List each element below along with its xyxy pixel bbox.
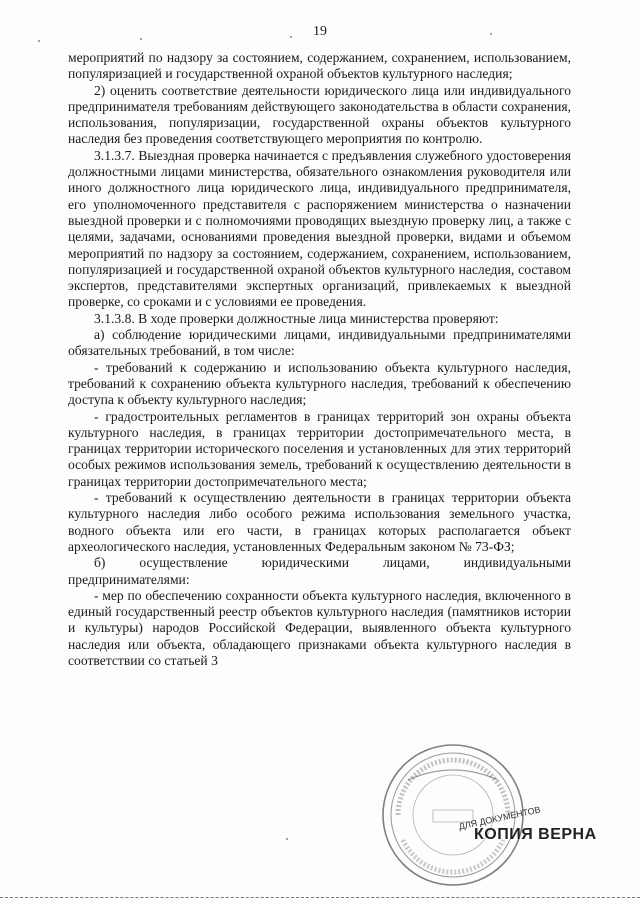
paragraph-bullet-4: - мер по обеспечению сохранности объекта культурного наследия, включенного в единый государственный реестр объектов культурного наследия (памятников истории и культуры) народов Российской Федерации, выявленного объекта культурного наследия или объекта, обладающего признаками объекта культурного наследия в соответствии со статьей 3 bbox=[68, 587, 571, 668]
scan-speck bbox=[490, 33, 492, 35]
paragraph-3-1-3-8: 3.1.3.8. В ходе проверки должностные лица министерства проверяют: bbox=[94, 310, 499, 326]
paragraph-bullet-3: - требований к осуществлению деятельности в границах территории объекта культурного наследия либо особого режима использования земельного участка, водного объекта или его части, в границах которых располагается объект археологического наследия, установленных Федеральным законом № 73-ФЗ; bbox=[68, 490, 571, 554]
stamp-for-documents: ДЛЯ ДОКУМЕНТОВ bbox=[457, 804, 542, 832]
page-bottom-edge bbox=[0, 897, 640, 898]
scan-speck bbox=[286, 838, 288, 840]
scan-speck bbox=[140, 38, 142, 40]
paragraph-3-1-3-7: 3.1.3.7. Выездная проверка начинается с предъявления служебного удостоверения должностными лицами министерства, обязательного ознакомления руководителя или иного должностного лица юридического лица, индивидуального предпринимателя, его уполномоченного представителя с распоряжением министерства о назначении выездной проверки и с полномочиями проводящих выездную проверку лиц, а также с целями, задачами, основаниями проведения выездной проверки, видами и объемом мероприятий по надзору за состоянием, содержанием, сохранением, использованием, популяризацией и государственной охраной объектов культурного наследия, составом экспертов, представителями экспертных организаций, привлекаемых к выездной проверке, со сроками и с условиями ее проведения. bbox=[68, 147, 571, 310]
page-number: 19 bbox=[313, 24, 327, 39]
paragraph-item-b: б) осуществление юридическими лицами, индивидуальными предпринимателями: bbox=[68, 555, 571, 587]
paragraph-bullet-2: - градостроительных регламентов в границах территорий зон охраны объекта культурного наследия, в границах территории достопримечательного места, в границах территории исторического поселения и установленных для этих территорий особых режимов использования земель, требований к осуществлению деятельности в границах территории достопримечательного места; bbox=[68, 408, 571, 489]
document-body bbox=[68, 50, 571, 669]
paragraph-item-2: 2) оценить соответствие деятельности юридического лица или индивидуального предпринимателя требованиям действующего законодательства в области сохранения, использования, популяризации, государственной охраны объектов культурного наследия без проведения соответствующего мероприятия по контролю. bbox=[68, 82, 571, 147]
paragraph-item-a: а) соблюдение юридическими лицами, индивидуальными предпринимателями обязательных требований, в том числе: bbox=[68, 327, 571, 359]
scan-speck bbox=[38, 40, 40, 42]
paragraph-continuation: мероприятий по надзору за состоянием, содержанием, сохранением, использованием, популяризацией и государственной охраной объектов культурного наследия; bbox=[68, 50, 571, 82]
scan-speck bbox=[290, 36, 292, 38]
paragraph-bullet-1: - требований к содержанию и использованию объекта культурного наследия, требований к сохранению объекта культурного наследия, требований к обеспечению доступа к объекту культурного наследия; bbox=[68, 359, 571, 408]
stamp-copy-correct: КОПИЯ ВЕРНА bbox=[474, 826, 597, 843]
